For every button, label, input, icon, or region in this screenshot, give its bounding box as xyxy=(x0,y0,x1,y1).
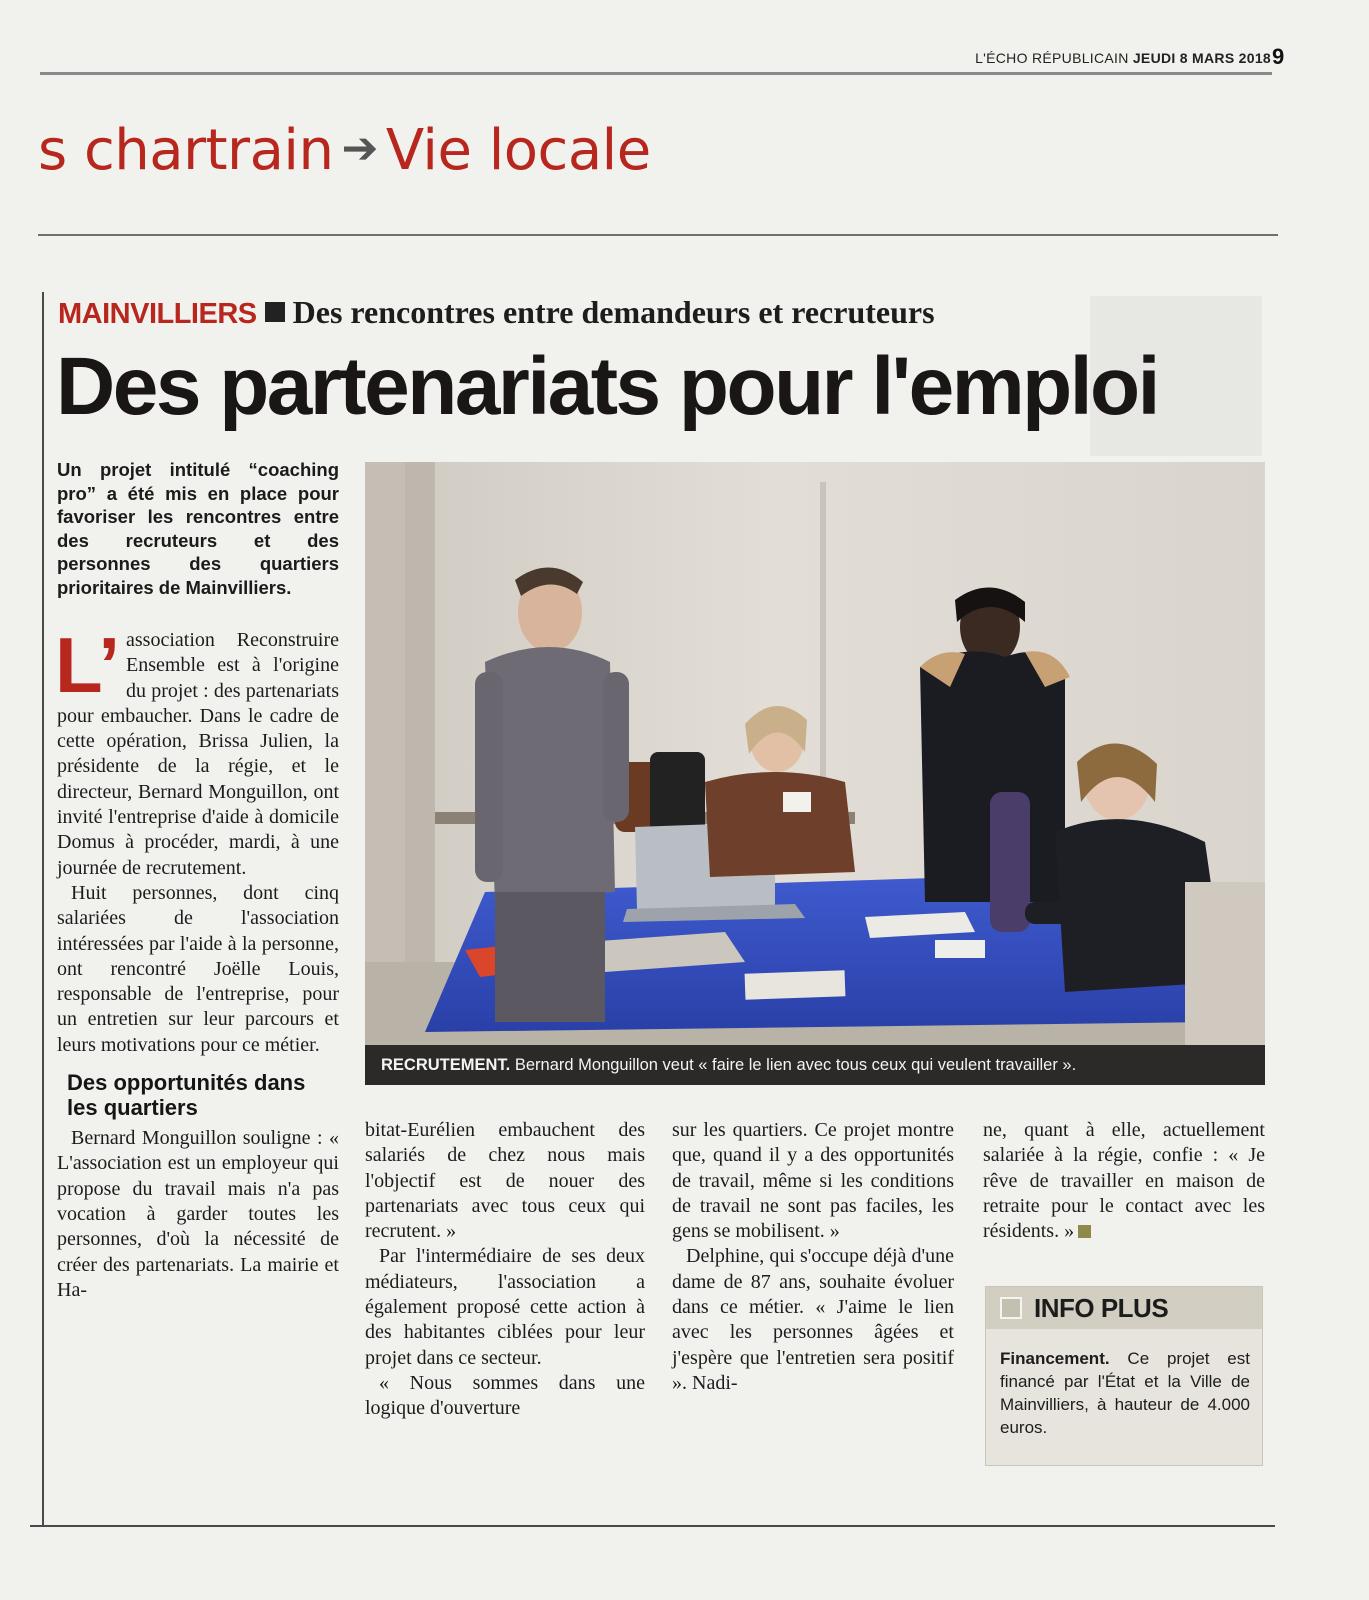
kicker xyxy=(58,294,935,331)
paragraph-9: ne, quant à elle, actuellement salariée à la régie, confie : « Je rêve de travailler en maison de retraite pour le contact avec les résidents. » xyxy=(983,1119,1265,1243)
photo-caption xyxy=(365,1045,1265,1085)
section-rule xyxy=(38,234,1278,236)
section-header xyxy=(38,118,651,183)
paragraph-7: sur les quartiers. Ce projet montre que, quand il y a des opportunités de travail, même si les conditions de travail ne sont pas faciles, les gens se mobilisent. » xyxy=(672,1119,954,1243)
paragraph-5: Par l'intermédiaire de ses deux médiateurs, l'association a également proposé cette action à des habitantes ciblées pour leur projet dans ce secteur. xyxy=(365,1245,645,1369)
kicker-place: MAINVILLIERS xyxy=(58,298,257,330)
paragraph-4: bitat-Eurélien embauchent des salariés de chez nous mais l'objectif est de nouer des partenariats avec tous ceux qui recrutent. » xyxy=(365,1119,645,1243)
newspaper-name: L'ÉCHO RÉPUBLICAIN xyxy=(975,50,1129,66)
article-bottom-rule xyxy=(30,1525,1275,1527)
info-box-header xyxy=(986,1287,1262,1329)
column-3 xyxy=(672,1118,954,1396)
info-box xyxy=(985,1286,1263,1466)
caption-label: RECRUTEMENT. xyxy=(381,1056,511,1074)
info-box-title: INFO PLUS xyxy=(1034,1292,1169,1323)
info-box-label: Financement. xyxy=(1000,1349,1110,1368)
article-left-rule xyxy=(42,292,44,1525)
paragraph-8: Delphine, qui s'occupe déjà d'une dame de 87 ans, souhaite évoluer dans ce métier. « J'aime le lien avec les personnes âgées et j'espère que l'entretien sera positif ». Nadi- xyxy=(672,1245,954,1394)
paragraph-3: Bernard Monguillon souligne : « L'association est un employeur qui propose du travail mais n'a pas vocation à garder toutes les personnes, d'où la nécessité de créer des partenariats. La mairie et Ha- xyxy=(57,1127,339,1301)
end-mark-icon xyxy=(1078,1225,1091,1238)
kicker-subtitle: Des rencontres entre demandeurs et recruteurs xyxy=(292,294,935,330)
masthead xyxy=(975,50,1271,66)
page-number: 9 xyxy=(1272,44,1285,69)
drop-cap: L’ xyxy=(55,621,121,709)
section-left: s chartrain xyxy=(38,118,334,183)
column-1 xyxy=(55,621,339,1303)
arrow-right-icon: ➔ xyxy=(341,123,378,174)
info-box-text: Ce projet est financé par l'État et la Ville de Mainvilliers, à hauteur de 4.000 euros. xyxy=(1000,1349,1250,1437)
headline: Des partenariats pour l'emploi xyxy=(56,341,1158,432)
top-rule xyxy=(40,72,1272,75)
recruitment-meeting-photo xyxy=(365,462,1265,1045)
subheading: Des opportunités dans les quartiers xyxy=(67,1070,306,1121)
paragraph-2: Huit personnes, dont cinq salariées de l'association intéressées par l'aide à la personne, ont rencontré Joëlle Louis, responsable de l'entreprise, pour un entretien sur leur parcours et leurs motivations pour ce métier. xyxy=(57,881,339,1056)
caption-text: Bernard Monguillon veut « faire le lien avec tous ceux qui veulent travailler ». xyxy=(514,1056,1077,1074)
square-bullet-icon xyxy=(265,302,285,322)
lead-paragraph: Un projet intitulé “coaching pro” a été mis en place pour favoriser les rencontres entre des recruteurs et des personnes des quartiers prioritaires de Mainvilliers. xyxy=(57,459,339,598)
paragraph-6: « Nous sommes dans une logique d'ouverture xyxy=(365,1371,645,1420)
checkbox-icon xyxy=(1000,1297,1022,1319)
section-right: Vie locale xyxy=(385,118,651,183)
issue-date: JEUDI 8 MARS 2018 xyxy=(1132,50,1271,66)
paragraph-1: association Reconstruire Ensemble est à l'origine du projet : des partenariats pour embaucher. Dans le cadre de cette opération, Brissa Julien, la présidente de la régie, et le directeur, Bernard Monguillon, ont invité l'entreprise d'aide à domicile Domus à procéder, mardi, à une journée de recrutement. xyxy=(57,629,339,879)
column-2 xyxy=(365,1118,645,1422)
info-box-body xyxy=(986,1329,1262,1439)
column-4 xyxy=(983,1118,1265,1244)
article-photo xyxy=(365,462,1265,1045)
